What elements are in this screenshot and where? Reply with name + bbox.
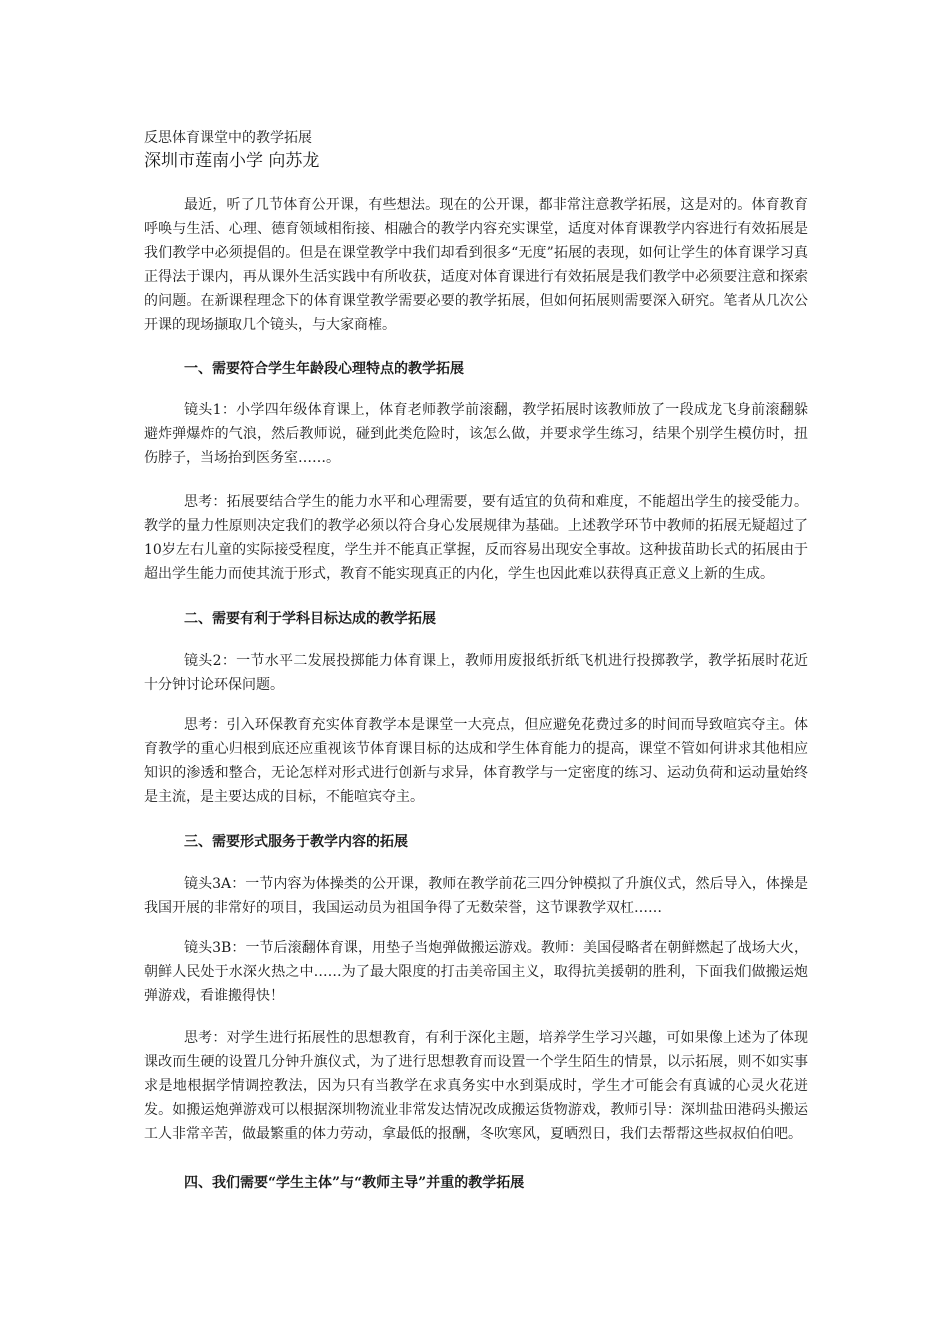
- intro-paragraph: 最近，听了几节体育公开课，有些想法。现在的公开课，都非常注意教学拓展，这是对的。体育教育呼唤与生活、心理、德育领域相衔接、相融合的教学内容充实课堂，适度对体育课教学内容进行有效拓展是我们教学中必须提倡的。但是在课堂教学中我们却看到很多“无度”拓展的表现，如何让学生的体育课学习真正得法于课内，再从课外生活实践中有所收获，适度对体育课进行有效拓展是我们教学中必须要注意和探索的问题。在新课程理念下的体育课堂教学需要必要的教学拓展，但如何拓展则需要深入研究。笔者从几次公开课的现场撷取几个镜头，与大家商榷。: [144, 197, 808, 333]
- section-3-paragraph-1: 镜头3A：一节内容为体操类的公开课，教师在教学前花三四分钟模拟了升旗仪式，然后导入，体操是我国开展的非常好的项目，我国运动员为祖国争得了无数荣誉，这节课教学双杠……: [144, 876, 808, 916]
- section-heading-4: 四、我们需要“学生主体”与“教师主导”并重的教学拓展: [184, 1175, 525, 1191]
- document-title: 反思体育课堂中的教学拓展: [144, 130, 312, 146]
- section-2-paragraph-2: 思考：引入环保教育充实体育教学本是课堂一大亮点，但应避免花费过多的时间而导致喧宾夺主。体育教学的重心归根到底还应重视该节体育课目标的达成和学生体育能力的提高，课堂不管如何讲求其他相应知识的渗透和整合，无论怎样对形式进行创新与求异，体育教学与一定密度的练习、运动负荷和运动量始终是主流，是主要达成的目标，不能喧宾夺主。: [144, 717, 808, 805]
- section-heading-2: 二、需要有利于学科目标达成的教学拓展: [184, 611, 436, 627]
- section-3-paragraph-2: 镜头3B：一节后滚翻体育课，用垫子当炮弹做搬运游戏。教师：美国侵略者在朝鲜燃起了战场大火，朝鲜人民处于水深火热之中……为了最大限度的打击美帝国主义，取得抗美援朝的胜利，下面我们做搬运炮弹游戏，看谁搬得快！: [144, 940, 808, 1004]
- section-heading-3: 三、需要形式服务于教学内容的拓展: [184, 834, 408, 850]
- section-1-paragraph-2: 思考：拓展要结合学生的能力水平和心理需要，要有适宜的负荷和难度，不能超出学生的接受能力。教学的量力性原则决定我们的教学必须以符合身心发展规律为基础。上述教学环节中教师的拓展无疑超过了10岁左右儿童的实际接受程度，学生并不能真正掌握，反而容易出现安全事故。这种拔苗助长式的拓展由于超出学生能力而使其流于形式，教育不能实现真正的内化，学生也因此难以获得真正意义上新的生成。: [144, 494, 808, 582]
- section-heading-1: 一、需要符合学生年龄段心理特点的教学拓展: [184, 361, 464, 377]
- document-author: 深圳市莲南小学 向苏龙: [144, 151, 320, 171]
- section-2-paragraph-1: 镜头2：一节水平二发展投掷能力体育课上，教师用废报纸折纸飞机进行投掷教学，教学拓展时花近十分钟讨论环保问题。: [144, 653, 808, 693]
- section-1-paragraph-1: 镜头1：小学四年级体育课上，体育老师教学前滚翻，教学拓展时该教师放了一段成龙飞身前滚翻躲避炸弹爆炸的气浪，然后教师说，碰到此类危险时，该怎么做，并要求学生练习，结果个别学生模仿时，扭伤脖子，当场抬到医务室……。: [144, 402, 808, 466]
- section-3-paragraph-3: 思考：对学生进行拓展性的思想教育，有利于深化主题，培养学生学习兴趣，可如果像上述为了体现课改而生硬的设置几分钟升旗仪式，为了进行思想教育而设置一个学生陌生的情景，以示拓展，则不如实事求是地根据学情调控教法，因为只有当教学在求真务实中水到渠成时，学生才可能会有真诚的心灵火花迸发。如搬运炮弹游戏可以根据深圳物流业非常发达情况改成搬运货物游戏，教师引导：深圳盐田港码头搬运工人非常辛苦，做最繁重的体力劳动，拿最低的报酬，冬吹寒风，夏晒烈日，我们去帮帮这些叔叔伯伯吧。: [144, 1030, 808, 1142]
